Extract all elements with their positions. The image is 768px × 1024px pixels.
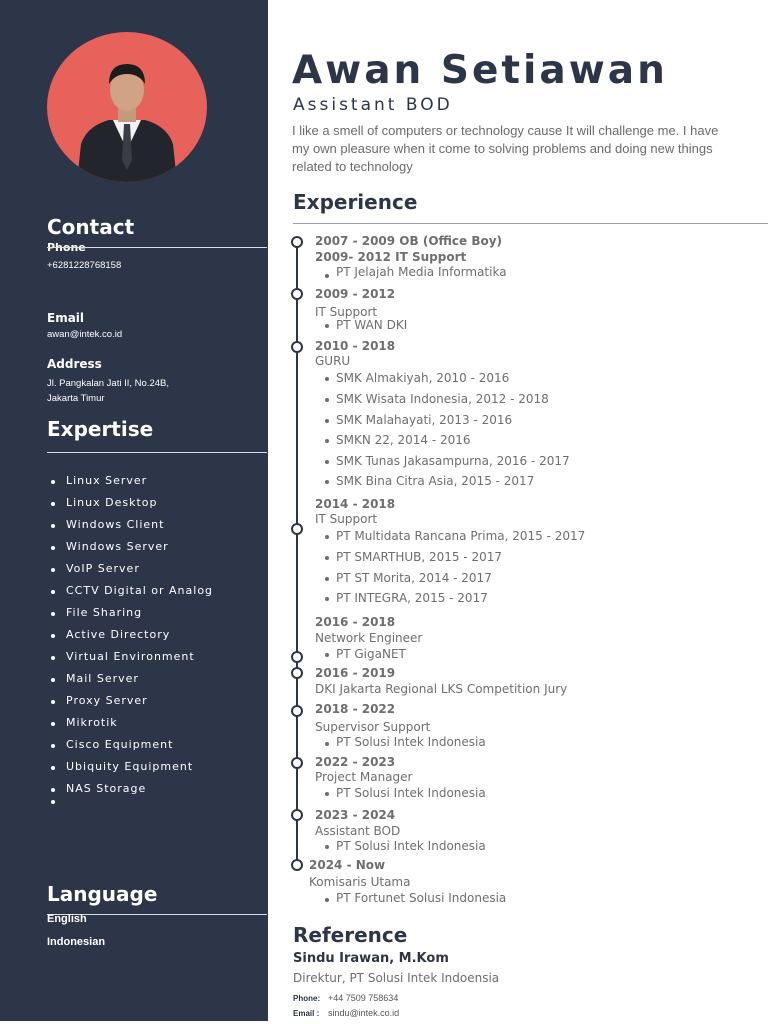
email-label: Email (47, 311, 85, 325)
candidate-role: Assistant BOD (293, 95, 453, 115)
expertise-item: Ubiquity Equipment (66, 760, 194, 773)
expertise-item: CCTV Digital or Analog (66, 584, 214, 597)
experience-period: 2010 - 2018 (315, 339, 396, 353)
timeline-node (291, 523, 303, 535)
email-value: awan@intek.co.id (47, 329, 123, 340)
expertise-item: Cisco Equipment (66, 738, 174, 751)
experience-item: SMKN 22, 2014 - 2016 (336, 433, 471, 447)
experience-item: SMK Wisata Indonesia, 2012 - 2018 (336, 392, 549, 406)
experience-role: Komisaris Utama (309, 875, 411, 889)
experience-item: SMK Tunas Jakasampurna, 2016 - 2017 (336, 454, 570, 468)
expertise-item: Mail Server (66, 672, 139, 685)
expertise-item: Linux Desktop (66, 496, 158, 509)
experience-period: 2024 - Now (309, 858, 386, 872)
expertise-item: Proxy Server (66, 694, 148, 707)
expertise-item: Windows Client (66, 518, 165, 531)
experience-item: PT Solusi Intek Indonesia (336, 735, 486, 749)
contact-divider (47, 247, 267, 248)
phone-value: +6281228768158 (47, 260, 122, 271)
expertise-item: Linux Server (66, 474, 148, 487)
address-label: Address (47, 357, 102, 371)
expertise-heading: Expertise (47, 417, 154, 441)
experience-item: PT Jelajah Media Informatika (336, 265, 507, 279)
experience-role: IT Support (315, 305, 378, 319)
experience-heading: Experience (293, 190, 418, 214)
experience-role: Assistant BOD (315, 824, 401, 838)
experience-role: GURU (315, 354, 351, 368)
experience-item: PT GigaNET (336, 647, 406, 661)
reference-heading: Reference (293, 923, 408, 947)
experience-item: PT INTEGRA, 2015 - 2017 (336, 591, 488, 605)
experience-item: PT SMARTHUB, 2015 - 2017 (336, 550, 503, 564)
experience-item: SMK Bina Citra Asia, 2015 - 2017 (336, 474, 535, 488)
experience-item: PT Multidata Rancana Prima, 2015 - 2017 (336, 529, 586, 543)
expertise-divider (47, 452, 267, 453)
language-heading: Language (47, 882, 158, 906)
experience-period: 2014 - 2018 (315, 497, 396, 511)
experience-period: 2007 - 2009 OB (Office Boy) (315, 234, 503, 248)
expertise-item: Active Directory (66, 628, 171, 641)
timeline-node (291, 288, 303, 300)
experience-period: 2009- 2012 IT Support (315, 250, 467, 264)
reference-phone: +44 7509 758634 (328, 993, 399, 1003)
experience-period: 2009 - 2012 (315, 287, 396, 301)
expertise-item: File Sharing (66, 606, 143, 619)
language-item: English (47, 913, 87, 925)
expertise-item: Virtual Environment (66, 650, 195, 663)
expertise-item: Windows Server (66, 540, 169, 553)
experience-period: 2016 - 2019 (315, 666, 396, 680)
language-item: Indonesian (47, 936, 106, 948)
expertise-item: NAS Storage (66, 782, 147, 795)
experience-role: Supervisor Support (315, 720, 431, 734)
profile-photo (47, 32, 207, 182)
reference-email-label: Email : (293, 1009, 320, 1018)
profile-summary: I like a smell of computers or technology cause It will challenge me. I have my own pleasure when it come to solving problems and doing new things related to technology (292, 123, 719, 174)
experience-period: 2018 - 2022 (315, 702, 396, 716)
reference-name: Sindu Irawan, M.Kom (293, 951, 449, 966)
experience-role: Network Engineer (315, 631, 423, 645)
expertise-item: Mikrotik (66, 716, 118, 729)
timeline-node (291, 705, 303, 717)
experience-role: DKI Jakarta Regional LKS Competition Jury (315, 682, 568, 696)
sidebar (0, 0, 268, 1021)
experience-item: PT Solusi Intek Indonesia (336, 839, 486, 853)
timeline-node (291, 809, 303, 821)
experience-item: SMK Malahayati, 2013 - 2016 (336, 413, 513, 427)
experience-item: PT Solusi Intek Indonesia (336, 786, 486, 800)
reference-email: sindu@intek.co.id (328, 1008, 400, 1018)
timeline-node (291, 667, 303, 679)
contact-heading: Contact (47, 215, 135, 239)
experience-divider (293, 223, 768, 224)
timeline-node (291, 859, 303, 871)
expertise-item: VoIP Server (66, 562, 140, 575)
reference-phone-label: Phone: (293, 994, 321, 1003)
phone-label: Phone (47, 241, 86, 254)
timeline-node (291, 651, 303, 663)
timeline-node (291, 341, 303, 353)
experience-period: 2023 - 2024 (315, 808, 396, 822)
person-portrait-icon (47, 32, 207, 182)
experience-item: PT WAN DKI (336, 318, 408, 332)
experience-item: SMK Almakiyah, 2010 - 2016 (336, 371, 510, 385)
experience-period: 2022 - 2023 (315, 755, 396, 769)
address-line-1: Jl. Pangkalan Jati II, No.24B, (47, 378, 169, 389)
experience-item: PT Fortunet Solusi Indonesia (336, 891, 507, 905)
reference-position: Direktur, PT Solusi Intek Indoensia (293, 971, 500, 985)
timeline-node (291, 236, 303, 248)
experience-role: IT Support (315, 512, 378, 526)
address-line-2: Jakarta Timur (47, 393, 105, 404)
candidate-name: Awan Setiawan (292, 48, 668, 93)
experience-role: Project Manager (315, 770, 413, 784)
timeline-line (296, 241, 298, 865)
experience-period: 2016 - 2018 (315, 615, 396, 629)
timeline-node (291, 757, 303, 769)
experience-item: PT ST Morita, 2014 - 2017 (336, 571, 492, 585)
